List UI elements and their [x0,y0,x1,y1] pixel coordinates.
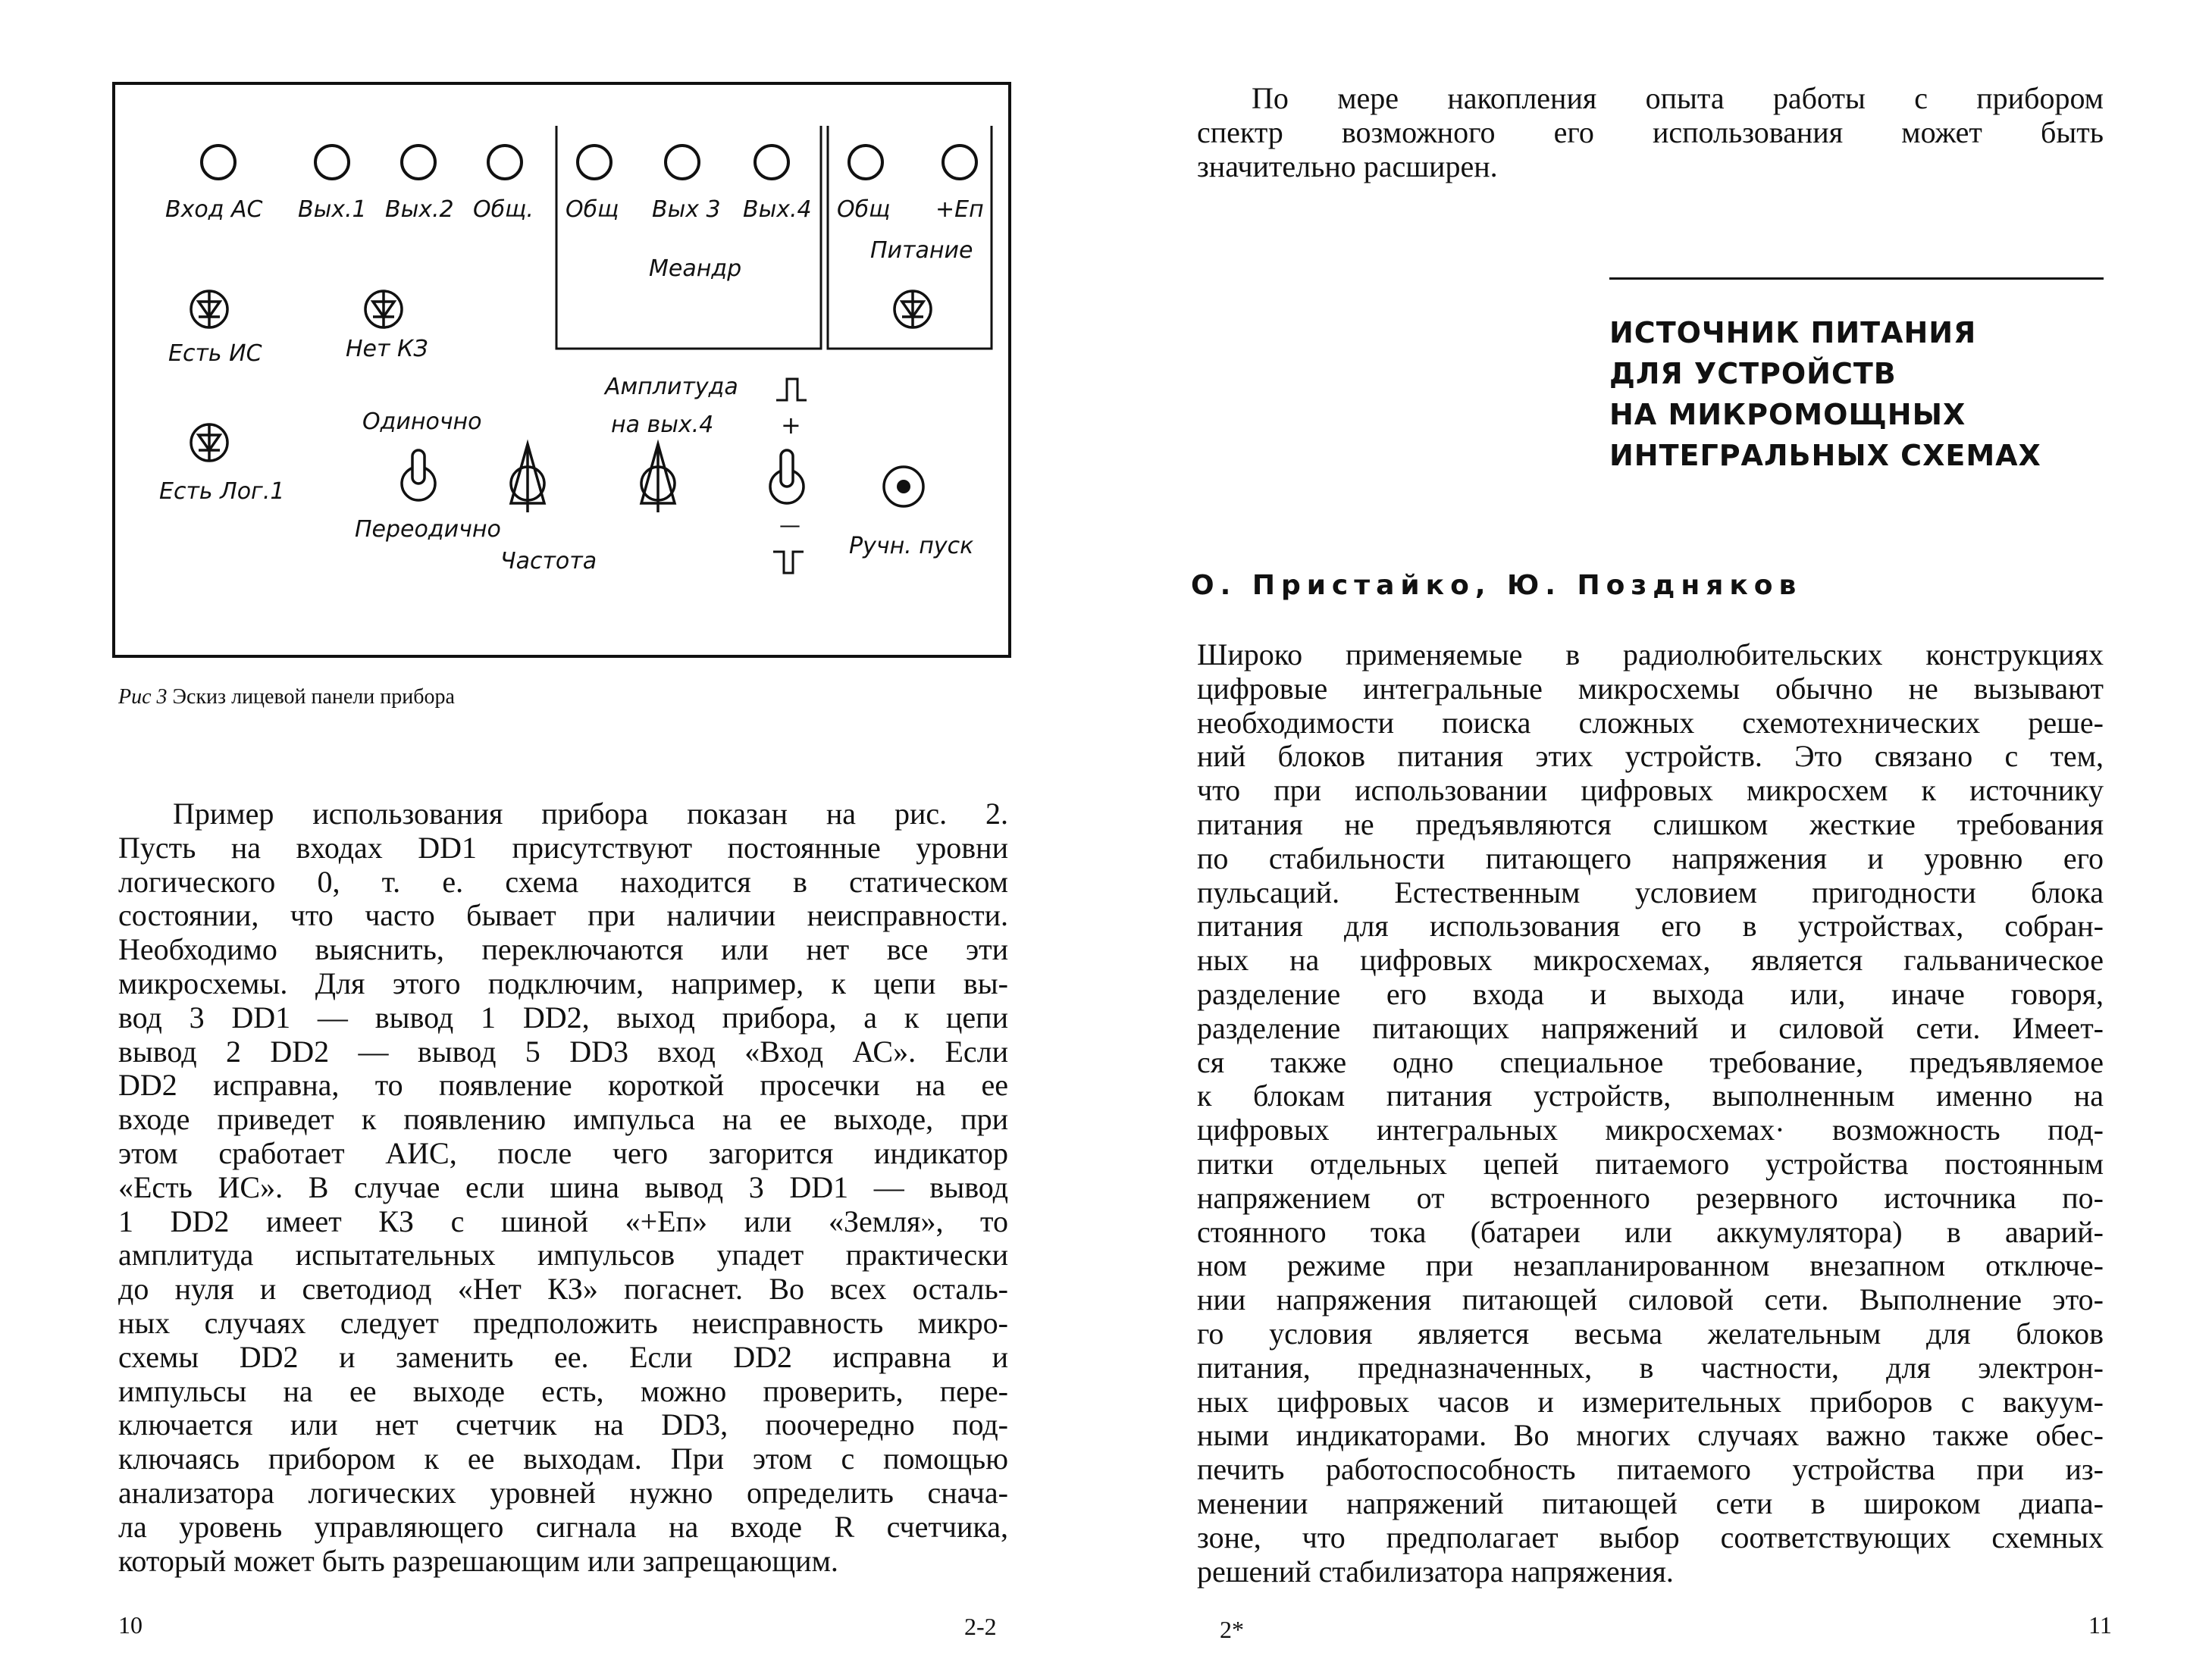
text-line: ключается или нет счетчик на DD3, поочередно под- [118,1407,1008,1442]
label-frequency: Частота [500,548,597,574]
jack-input-ac [202,146,235,179]
page-number-left: 10 [118,1611,143,1639]
text-line: По мере накопления опыта работы с прибором [1252,81,2104,115]
knob-frequency-icon [511,444,544,512]
text-line: питания, предназначенных, в частности, для электрон- [1197,1350,2104,1385]
label-meander: Меандр [649,255,742,282]
text-line: амплитуда испытательных импульсов упадет практически [118,1238,1008,1273]
label-out1: Вых.1 [298,196,367,223]
text-line: питки отдельных цепей питаемого устройства постоянным [1197,1146,2104,1181]
text-line: питания не предъявляются слишком жесткие требования [1197,806,2104,841]
text-line: питания для использования его в устройствах, собран- [1197,909,2104,944]
jack-common3 [849,146,882,179]
text-line: до нуля и светодиод «Нет КЗ» погаснет. Во всех осталь- [118,1272,1008,1307]
text-line: этом сработает АИС, после чего загорится индикатор [118,1135,1008,1170]
label-out2: Вых.2 [385,196,454,223]
toggle-single-periodic-icon [402,450,435,500]
signature-mark-right: 2* [1220,1616,1244,1643]
led-power-icon [895,291,931,327]
label-amplitude: Амплитуда [605,374,738,400]
text-line: цифровые интегральные микросхемы обычно не вызывают [1197,671,2104,706]
text-line: разделение его входа и выхода или, иначе говоря, [1197,976,2104,1011]
front-panel-drawing [112,82,1011,658]
page-number-right: 11 [2088,1611,2112,1639]
text-line: Широко применяемые в радиолюбительских конструкциях [1197,637,2104,671]
jack-plus-ep [943,146,976,179]
text-line: ся также одно специальное требование, предъявляемое [1197,1044,2104,1079]
text-line: ний блоков питания этих устройств. Это связано с тем, [1197,739,2104,774]
text-line: пульсаций. Естественным условием пригодности блока [1197,875,2104,909]
label-periodic: Переодично [355,516,501,543]
text-line: входе приведет к появлению импульса на ее выходе, при [118,1102,1008,1137]
text-line: ла уровень управляющего сигнала на входе R счетчика, [118,1509,1008,1544]
text-line: состоянии, что часто бывает при наличии неисправности. [118,898,1008,933]
text-line: анализатора логических уровней нужно определить снача- [118,1475,1008,1510]
text-line: Пусть на входах DD1 присутствуют постоянные уровни [118,830,1008,865]
title-line: ИСТОЧНИК ПИТАНИЯ [1609,316,1977,349]
jack-out4 [755,146,788,179]
title-line: НА МИКРОМОЩНЫХ [1609,398,1966,431]
jack-common1 [488,146,522,179]
label-single: Одиночно [362,409,482,435]
jack-out3 [666,146,699,179]
jack-common2 [578,146,611,179]
text-line: менении напряжений питающей сети в широком диапа- [1197,1485,2104,1520]
led-log1-present-icon [191,424,227,461]
text-line: ных цифровых часов и измерительных приборов с вакуум- [1197,1384,2104,1419]
label-out3: Вых 3 [652,196,721,223]
pulse-positive-icon [776,379,807,400]
text-line: ключаясь прибором к ее выходам. При этом с помощью [118,1442,1008,1476]
text-line: по стабильности питающего напряжения и уровню его [1197,841,2104,875]
text-line: напряжением от встроенного резервного источника по- [1197,1180,2104,1215]
label-manual-start: Ручн. пуск [849,533,974,559]
heading-rule [1609,277,2104,280]
text-line: 1 DD2 имеет КЗ с шиной «+Eп» или «Земля», то [118,1204,1008,1238]
article-authors: О. Пристайко, Ю. Поздняков [1191,570,1803,601]
toggle-polarity-icon [770,450,804,503]
text-line: ными индикаторами. Во многих случаях важно также обес- [1197,1418,2104,1453]
front-panel-sketch [112,82,1011,658]
text-line: цифровых интегральных микросхемах· возможность под- [1197,1113,2104,1147]
figure-number: Рис 3 [118,685,168,709]
text-line: ных на цифровых микросхемах, является гальваническое [1197,943,2104,978]
text-line: го условия является весьма желательным для блоков [1197,1316,2104,1351]
pulse-negative-icon [773,552,804,573]
text-line: нии напряжения питающей силовой сети. Выполнение это- [1197,1282,2104,1317]
text-line: импульсы на ее выходе есть, можно проверить, пере- [118,1373,1008,1408]
jack-out1 [315,146,349,179]
text-line: ном режиме при незапланированном внезапном отключе- [1197,1248,2104,1283]
label-common3: Общ [837,196,891,223]
text-line: вывод 2 DD2 — вывод 5 DD3 вход «Вход АС». Если [118,1034,1008,1069]
article-title [1609,312,2041,476]
led-no-short-icon [365,291,402,327]
title-line: ИНТЕГРАЛЬНЫХ СХЕМАХ [1609,439,2041,472]
text-line: зоне, что предполагает выбор соответствующих схемных [1197,1520,2104,1554]
label-common2: Общ [566,196,619,223]
text-line: вод 3 DD1 — вывод 1 DD2, выход прибора, а к цепи [118,1000,1008,1035]
left-paragraph [118,797,1008,1578]
label-minus: — [779,512,801,537]
text-line: Необходимо выяснить, переключаются или нет все эти [118,932,1008,967]
right-page [1106,0,2212,1656]
text-line: схемы DD2 и заменить ее. Если DD2 исправна и [118,1339,1008,1374]
right-paragraph [1197,638,2104,1589]
label-on-out4: на вых.4 [611,412,714,438]
text-line: разделение питающих напряжений и силовой сети. Имеет- [1197,1010,2104,1045]
label-ic-present: Есть ИС [168,340,262,367]
button-manual-start-icon [884,467,923,506]
signature-mark-left: 2-2 [964,1613,997,1640]
label-plus: + [781,411,801,440]
jack-out2 [402,146,435,179]
text-line: значительно расширен. [1197,149,1498,183]
label-log1-present: Есть Лог.1 [159,478,285,505]
label-input-ac: Вход АС [165,196,263,223]
text-line: необходимости поиска сложных схемотехнических реше- [1197,705,2104,740]
text-line: ных случаях следует предположить неисправность микро- [118,1305,1008,1340]
text-line: решений стабилизатора напряжения. [1197,1554,1674,1589]
text-line: спектр возможного его использования может быть [1197,114,2104,149]
figure-caption-text: Эскиз лицевой панели прибора [172,685,455,709]
meander-box [556,126,821,349]
text-line: «Есть ИС». В случае если шина вывод 3 DD1 — вывод [118,1169,1008,1204]
label-plus-ep: +Eп [935,196,984,223]
text-line: который может быть разрешающим или запрещающим. [118,1543,838,1578]
figure-caption [118,685,455,709]
text-line: печить работоспособность питаемого устройства при из- [1197,1452,2104,1487]
label-out4: Вых.4 [743,196,812,223]
label-power: Питание [870,237,973,264]
label-no-short: Нет КЗ [346,336,428,362]
text-line: стоянного тока (батареи или аккумулятора) в аварий- [1197,1214,2104,1249]
text-line: Пример использования прибора показан на рис. 2. [173,797,1008,831]
knob-amplitude-icon [641,444,675,512]
title-line: ДЛЯ УСТРОЙСТВ [1609,357,1897,390]
text-line: что при использовании цифровых микросхем к источнику [1197,773,2104,808]
label-common1: Общ. [473,196,534,223]
led-ic-present-icon [191,291,227,327]
text-line: микросхемы. Для этого подключим, например, к цепи вы- [118,966,1008,1000]
text-line: DD2 исправна, то появление короткой просечки на ее [118,1068,1008,1103]
intro-paragraph [1197,82,2104,183]
text-line: к блокам питания устройств, выполненным именно на [1197,1078,2104,1113]
text-line: логического 0, т. е. схема находится в статическом [118,864,1008,899]
